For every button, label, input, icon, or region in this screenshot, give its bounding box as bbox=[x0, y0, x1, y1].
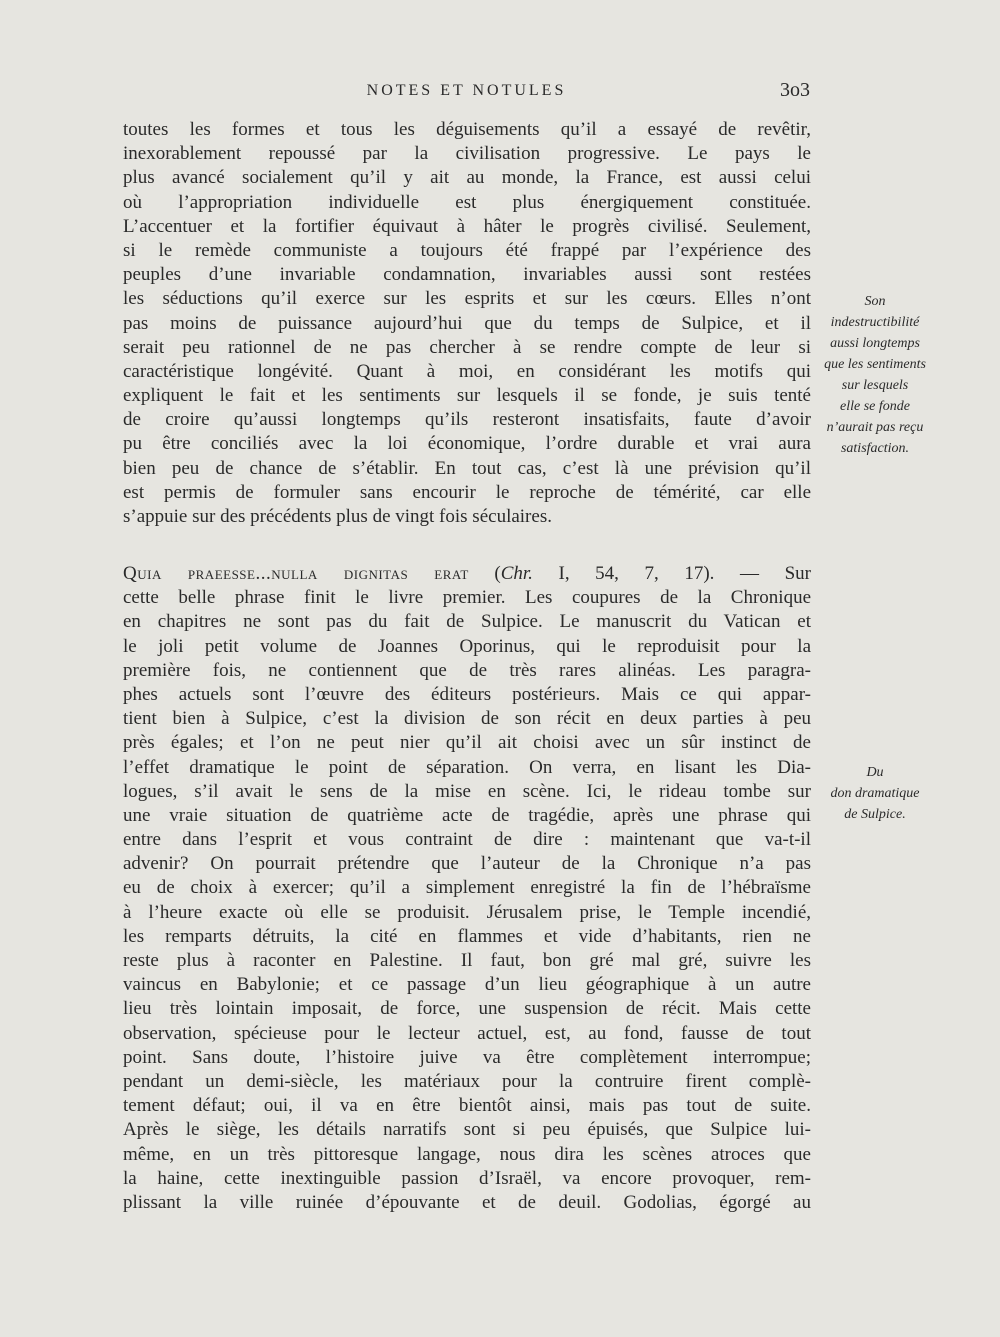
text-line: en chapitres ne sont pas du fait de Sulpice. Le manuscrit du Vatican et bbox=[123, 611, 811, 633]
running-title: NOTES ET NOTULES bbox=[366, 82, 567, 99]
text-line: s’appuie sur des précédents plus de vingt fois séculaires. bbox=[123, 506, 552, 527]
text-line: même, en un très pittoresque langage, nous dira les scènes atroces que bbox=[123, 1143, 811, 1165]
margin-note-line: sur lesquels bbox=[841, 378, 909, 393]
text-line: une vraie situation de quatrième acte de tragédie, après une phrase qui bbox=[123, 804, 811, 826]
margin-note-line: indestructibilité bbox=[830, 315, 920, 330]
text-line: reste plus à raconter en Palestine. Il faut, bon gré mal gré, suivre les bbox=[123, 950, 811, 971]
note-heading: Quia praeesse...nulla dignitas erat bbox=[123, 563, 469, 584]
margin-note-line: aussi longtemps bbox=[830, 336, 920, 351]
text-line: Après le siège, les détails narratifs sont si peu épuisés, que Sulpice lui- bbox=[123, 1119, 811, 1141]
text-line: observation, spécieuse pour le lecteur actuel, est, au fond, fausse de tout bbox=[123, 1022, 811, 1044]
paragraph-1 bbox=[123, 118, 811, 529]
text-line: le joli petit volume de Joannes Oporinus, qui le reproduisit pour la bbox=[123, 635, 811, 657]
text-line: les séductions qu’il exerce sur les esprits et sur les cœurs. Elles n’ont bbox=[123, 288, 811, 310]
text-line: les remparts détruits, la cité en flammes et vide d’habitants, rien ne bbox=[123, 925, 811, 947]
reference-rest: I, 54, 7, 17). — Sur bbox=[532, 563, 811, 584]
text-line: caractéristique longévité. Quant à moi, en considérant les motifs qui bbox=[123, 360, 811, 382]
margin-note-line: don dramatique bbox=[830, 786, 920, 801]
margin-note-line: Du bbox=[866, 765, 884, 780]
text-line: L’accentuer et la fortifier équivaut à hâter le progrès civilisé. Seulement, bbox=[123, 215, 811, 237]
text-line: près égales; et l’on ne peut nier qu’il ait choisi avec un sûr instinct de bbox=[123, 732, 811, 754]
text-line: lieu très lointain imposait, de force, une suspension de récit. Mais cette bbox=[123, 998, 811, 1020]
text-line: point. Sans doute, l’histoire juive va être complètement interrompue; bbox=[123, 1046, 811, 1068]
text-line: inexorablement repoussé par la civilisation progressive. Le pays le bbox=[123, 143, 811, 165]
text-line: est permis de formuler sans encourir le reproche de témérité, car elle bbox=[123, 481, 811, 503]
text-line: la haine, cette inextinguible passion d’Israël, va encore provoquer, rem- bbox=[123, 1167, 811, 1189]
margin-note-2 bbox=[812, 762, 938, 825]
text-line: de croire qu’aussi longtemps qu’ils resteront insatisfaits, faute d’avoir bbox=[123, 409, 811, 431]
text-line: serait peu rationnel de ne pas chercher à se rendre compte de leur si bbox=[123, 336, 811, 358]
text-line: si le remède communiste a toujours été frappé par l’expérience des bbox=[123, 239, 811, 261]
text-line: eu de choix à exercer; qu’il a simplement enregistré la fin de l’hébraïsme bbox=[123, 877, 811, 899]
text-line: advenir? On pourrait prétendre que l’auteur de la Chronique n’a pas bbox=[123, 853, 811, 875]
margin-note-1 bbox=[812, 291, 938, 459]
text-line: pu être conciliés avec la loi économique, l’ordre durable et vrai aura bbox=[123, 433, 811, 455]
text-line: expliquent le fait et les sentiments sur lesquels il se fonde, je suis tenté bbox=[123, 385, 811, 407]
text-line: l’effet dramatique le point de séparation. On verra, en lisant les Dia- bbox=[123, 756, 811, 778]
margin-note-line: elle se fonde bbox=[840, 399, 910, 414]
margin-note-line: que les sentiments bbox=[824, 357, 926, 372]
paragraph-2 bbox=[123, 562, 811, 1215]
text-line: tient bien à Sulpice, c’est la division de son récit en deux parties à peu bbox=[123, 708, 811, 730]
text-line: plissant la ville ruinée d’épouvante et de deuil. Godolias, égorgé au bbox=[123, 1191, 811, 1213]
text-line: toutes les formes et tous les déguisements qu’il a essayé de revêtir, bbox=[123, 119, 811, 140]
text-line: cette belle phrase finit le livre premier. Les coupures de la Chronique bbox=[123, 587, 811, 609]
text-line: vaincus en Babylonie; et ce passage d’un lieu géographique à un autre bbox=[123, 974, 811, 996]
text-line: première fois, ne contiennent que de très rares alinéas. Les paragra- bbox=[123, 659, 811, 681]
margin-note-line: n’aurait pas reçu bbox=[826, 420, 924, 435]
note-heading-line: Quia praeesse...nulla dignitas erat (Chr. I, 54, 7, 17). — Sur bbox=[123, 563, 811, 584]
page-number: 3o3 bbox=[780, 79, 810, 101]
text-line: bien peu de chance de s’établir. En tout cas, c’est là une prévision qu’il bbox=[123, 457, 811, 479]
text-line: peuples d’une invariable condamnation, invariables aussi sont restées bbox=[123, 264, 811, 286]
text-line: pas moins de puissance aujourd’hui que du temps de Sulpice, et il bbox=[123, 312, 811, 334]
text-line: phes actuels sont l’œuvre des éditeurs postérieurs. Mais ce qui appar- bbox=[123, 683, 811, 705]
text-line: plus avancé socialement qu’il y ait au monde, la France, est aussi celui bbox=[123, 167, 811, 189]
reference-book: Chr. bbox=[500, 563, 533, 584]
text-line: logues, s’il avait le sens de la mise en scène. Ici, le rideau tombe sur bbox=[123, 780, 811, 802]
text-line: à l’heure exacte où elle se produisit. Jérusalem prise, le Temple incendié, bbox=[123, 901, 811, 923]
text-line: tement défaut; oui, il va en être bientôt ainsi, mais pas tout de suite. bbox=[123, 1095, 811, 1117]
margin-note-line: satisfaction. bbox=[840, 441, 910, 456]
text-line: où l’appropriation individuelle est plus énergiquement constituée. bbox=[123, 191, 811, 213]
text-line: pendant un demi-siècle, les matériaux pour la contruire firent complè- bbox=[123, 1070, 811, 1092]
text-line: entre dans l’esprit et vous contraint de dire : maintenant que va-t-il bbox=[123, 829, 811, 851]
running-head bbox=[123, 79, 810, 106]
margin-note-line: de Sulpice. bbox=[844, 807, 906, 822]
margin-note-line: Son bbox=[864, 294, 886, 309]
